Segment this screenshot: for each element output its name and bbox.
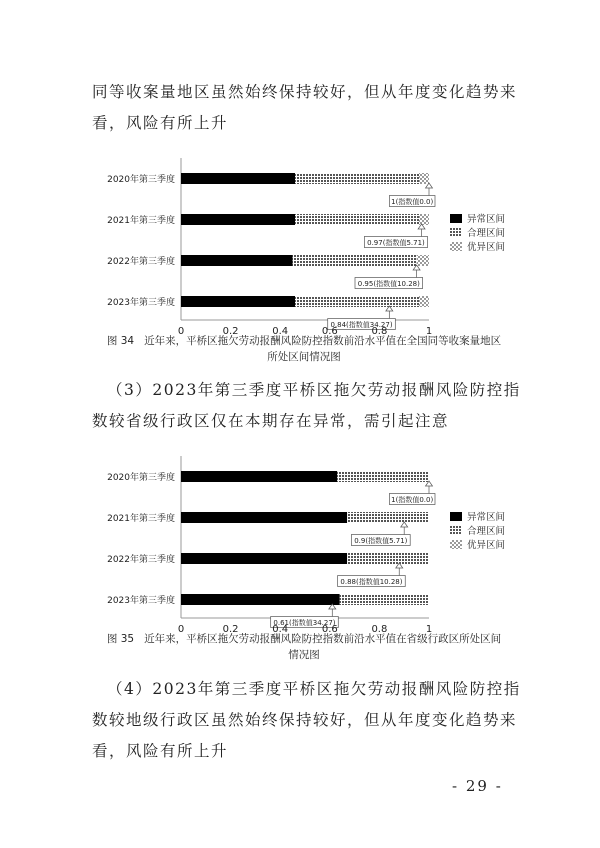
legend-label: 异常区间 <box>467 214 506 225</box>
marker-label: 1(指数值0.0) <box>391 495 434 504</box>
category-label: 2023年第三季度 <box>107 596 175 606</box>
bar-segment <box>181 471 337 482</box>
x-tick-label: 0 <box>177 624 185 635</box>
caption-text: 近年来，平桥区拖欠劳动报酬风险防控指数前沿水平值在全国同等收案量地区 <box>144 335 502 347</box>
page-number: - 29 - <box>452 777 503 795</box>
marker-label: 0.9(指数值5.71) <box>354 536 408 545</box>
legend-swatch <box>450 540 462 549</box>
bar-segment <box>340 594 429 605</box>
caption-text: 近年来，平桥区拖欠劳动报酬风险防控指数前沿水平值在省级行政区所处区间 <box>144 633 502 645</box>
chart-35 <box>96 448 546 635</box>
marker-label: 1(指数值0.0) <box>391 197 434 206</box>
bar-segment <box>295 173 419 184</box>
bar-segment <box>295 296 419 307</box>
paragraph-section-4: （4）2023年第三季度平桥区拖欠劳动报酬风险防控指数较地级行政区虽然始终保持较好，但从年度变化趋势来看，风险有所上升 <box>92 680 521 760</box>
legend-swatch <box>450 214 462 223</box>
figure-caption-34 <box>92 333 516 365</box>
x-tick-label: 0.2 <box>222 624 239 635</box>
legend-label: 优异区间 <box>467 540 506 551</box>
paragraph-section-3: （3）2023年第三季度平桥区拖欠劳动报酬风险防控指数较省级行政区仅在本期存在异常，需引起注意 <box>92 381 521 430</box>
bar-segment <box>419 173 429 184</box>
bar-segment <box>419 296 429 307</box>
bar-segment <box>181 512 347 523</box>
bar-segment <box>181 594 340 605</box>
category-label: 2022年第三季度 <box>107 555 175 565</box>
bar-segment <box>417 255 429 266</box>
marker-label: 0.84(指数值34.27) <box>330 320 393 329</box>
marker-label: 0.97(指数值5.71) <box>367 238 425 247</box>
x-tick-label: 0.2 <box>222 326 239 337</box>
bar-segment <box>181 255 293 266</box>
bar-segment <box>181 173 295 184</box>
bar-segment <box>419 214 429 225</box>
bar-segment <box>293 255 417 266</box>
marker-label: 0.61(指数值34.27) <box>273 618 336 627</box>
legend-swatch <box>450 512 462 521</box>
legend-swatch <box>450 242 462 251</box>
bar-segment <box>181 553 347 564</box>
legend-label: 优异区间 <box>467 242 506 253</box>
bar-segment <box>347 512 429 523</box>
legend-label: 合理区间 <box>467 228 506 239</box>
x-tick-label: 0.4 <box>272 326 289 337</box>
legend-swatch <box>450 228 462 237</box>
category-label: 2020年第三季度 <box>107 473 175 483</box>
x-tick-label: 0.4 <box>272 624 289 635</box>
category-label: 2020年第三季度 <box>107 175 175 185</box>
legend-label: 合理区间 <box>467 526 506 537</box>
chart-34 <box>96 150 546 337</box>
x-tick-label: 0.8 <box>371 326 388 337</box>
marker-label: 0.88(指数值10.28) <box>340 577 403 586</box>
marker-label: 0.95(指数值10.28) <box>357 279 420 288</box>
caption-number: 图 35 <box>106 633 135 645</box>
category-label: 2021年第三季度 <box>107 514 175 524</box>
x-tick-label: 1 <box>425 624 433 635</box>
legend-swatch <box>450 526 462 535</box>
caption-text-cont: 所处区间情况图 <box>267 351 341 363</box>
category-label: 2022年第三季度 <box>107 257 175 267</box>
caption-text-cont: 情况图 <box>288 649 320 661</box>
x-tick-label: 0 <box>177 326 185 337</box>
caption-number: 图 34 <box>106 335 135 347</box>
bar-segment <box>181 214 295 225</box>
paragraph-intro: 同等收案量地区虽然始终保持较好，但从年度变化趋势来看，风险有所上升 <box>92 83 518 132</box>
bar-segment <box>337 471 429 482</box>
category-label: 2021年第三季度 <box>107 216 175 226</box>
bar-segment <box>295 214 419 225</box>
x-tick-label: 0.8 <box>371 624 388 635</box>
x-tick-label: 0.6 <box>321 624 338 635</box>
x-tick-label: 1 <box>425 326 433 337</box>
figure-caption-35 <box>92 631 516 663</box>
x-tick-label: 0.6 <box>321 326 338 337</box>
bar-segment <box>181 296 295 307</box>
bar-segment <box>347 553 429 564</box>
legend-label: 异常区间 <box>467 512 506 523</box>
category-label: 2023年第三季度 <box>107 298 175 308</box>
